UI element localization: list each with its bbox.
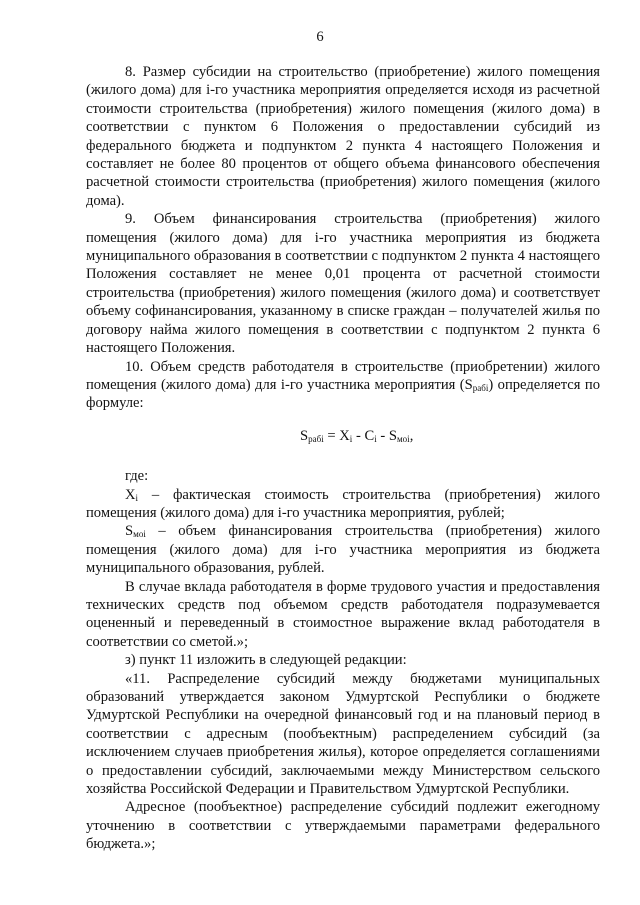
paragraph-10: 10. Объем средств работодателя в строительстве (приобретении) жилого помещения (жилого дома) для i-го участника мероприятия $(S_{рабi})$ определяется по формуле: [86, 358, 600, 412]
paragraph-9: 9. Объем финансирования строительства (приобретения) жилого помещения (жилого дома) для i-го участника мероприятия из бюджета муниципального образования в соответствии с подпунктом 2 пункта 4 настоящего Положения составляет не менее 0,01 процента от расчетной стоимости строительства (приобретения) жилого помещения (жилого дома) и соответствует объему софинансирования, указанному в списке граждан – получателей жилья по договору найма жилого помещения в соответствии с подпунктом 2 пункта 6 настоящего Положения. [86, 211, 600, 357]
where-label: где: [125, 468, 149, 485]
definition-s-mo: $S_{мoi}$ – объем финансирования строительства (приобретения) жилого помещения (жилого дома) для i-го участника мероприятия из бюджета муниципального образования, рублей. [86, 523, 600, 577]
document-body [86, 63, 600, 854]
paragraph-11: «11. Распределение субсидий между бюджетами муниципальных образований утверждается законом Удмуртской Республики о бюджете Удмуртской Республики на очередной финансовый год и на плановый период в соответствии с адресным (пообъектным) распределением субсидий (за исключением случаев приобретения жилья), которое определяется соглашениями о предоставлении субсидий, заключаемыми между Министерством сельского хозяйства Российской Федерации и Правительством Удмуртской Республики. [86, 670, 600, 798]
definition-x: $X_i$ – фактическая стоимость строительства (приобретения) жилого помещения (жилого дома) для i-го участника мероприятия, рублей; [86, 486, 600, 521]
paragraph-employer: В случае вклада работодателя в форме трудового участия и предоставления технических средств под объемом средств работодателя подразумевается оцененный и переведенный в стоимостное выражение вклад работодателя в соответствии со сметой.»; [86, 578, 600, 650]
item-z: з) пункт 11 изложить в следующей редакции: [125, 652, 407, 669]
spacer [86, 457, 600, 467]
paragraph-address: Адресное (пообъектное) распределение субсидий подлежит ежегодному уточнению в соответствии с утверждаемыми параметрами федерального бюджета.»; [86, 799, 600, 853]
formula: $S_{рабi} = X_i - C_i - S_{мoi}$, [300, 427, 414, 444]
paragraph-8: 8. Размер субсидии на строительство (приобретение) жилого помещения (жилого дома) для i-го участника мероприятия определяется исходя из расчетной стоимости строительства (приобретения) жилого помещения (жилого дома) в соответствии с пунктом 6 Положения о предоставлении субсидий из федерального бюджета и подпунктом 2 пункта 4 настоящего Положения и составляет не более 80 процентов от общего объема финансового обеспечения расчетной стоимости строительства (приобретения) жилого помещения (жилого дома). [86, 64, 600, 209]
page-number: 6 [316, 29, 324, 45]
